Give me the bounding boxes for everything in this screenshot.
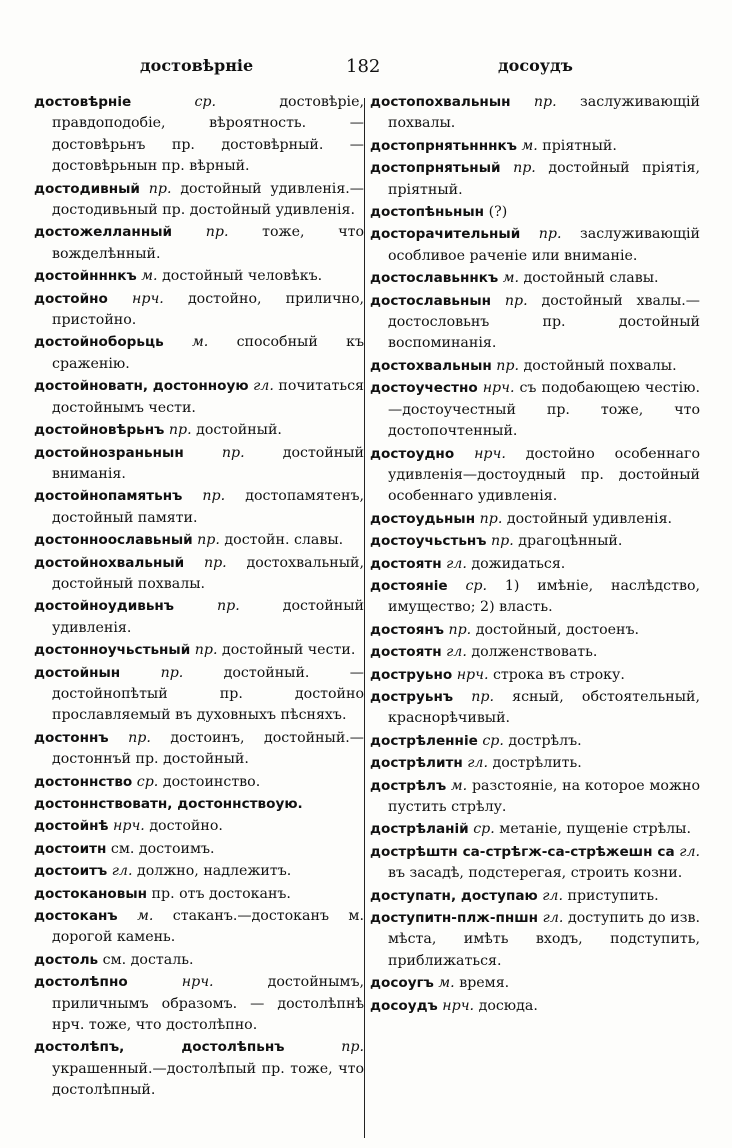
entry-part-of-speech: нрч.	[474, 445, 506, 462]
entry-definition: способный къ сраженію.	[52, 334, 364, 372]
entry-headword: достойноудивьнъ	[34, 598, 175, 615]
entry-part-of-speech: м.	[192, 334, 209, 351]
dictionary-entry	[370, 996, 700, 1017]
dictionary-entry	[370, 509, 700, 530]
entry-headword: достославьннкъ	[370, 270, 499, 287]
dictionary-entry	[370, 620, 700, 641]
entry-part-of-speech: пр.	[479, 510, 503, 527]
entry-part-of-speech: гл.	[253, 378, 274, 395]
entry-definition: 1) имѣніе, наслѣдство, имущество; 2) власть.	[388, 577, 701, 616]
entry-headword: досторачительный	[370, 226, 521, 243]
entry-definition: достойный хвалы.—достословьнъ пр. достойный воспоминанія.	[388, 292, 700, 352]
right-column	[370, 92, 700, 1018]
entry-definition: пріятный.	[542, 137, 617, 154]
dictionary-entry	[34, 420, 364, 441]
entry-headword: доструьнъ	[370, 688, 454, 705]
entry-definition: достойно.	[149, 818, 223, 835]
entry-definition: достойный похвалы.	[523, 357, 677, 374]
entry-part-of-speech: ср.	[194, 94, 217, 110]
entry-definition: стаканъ.—достоканъ м. дорогой камень.	[52, 908, 364, 946]
column-divider	[364, 98, 365, 1138]
entry-part-of-speech: пр.	[533, 94, 557, 110]
entry-headword: достолѣпъ, достолѣпьнъ	[34, 1039, 285, 1056]
entry-definition: разстояніе, на которое можно пустить стрѣлу.	[388, 777, 701, 815]
entry-part-of-speech: гл.	[446, 644, 467, 661]
entry-part-of-speech: нрч.	[482, 380, 515, 397]
dictionary-entry	[370, 776, 700, 819]
dictionary-entry	[34, 794, 364, 815]
entry-headword: дострѣленніе	[370, 732, 478, 749]
entry-headword: доступатн, доступаю	[370, 887, 538, 904]
dictionary-entry	[370, 908, 700, 972]
entry-definition: почитаться достойнымъ чести.	[52, 378, 365, 416]
dictionary-entry	[34, 772, 364, 793]
entry-definition: дострѣлъ.	[508, 732, 582, 749]
dictionary-entry	[34, 640, 364, 661]
entry-definition: см. достоимъ.	[110, 840, 215, 857]
entry-definition: досюда.	[478, 997, 538, 1014]
entry-headword: достоитъ	[34, 863, 108, 880]
dictionary-entry	[370, 842, 700, 885]
dictionary-entry	[34, 839, 364, 860]
entry-headword: достойнозраньнын	[34, 444, 184, 461]
dictionary-entry	[370, 973, 700, 994]
entry-headword: достойнопамятьнъ	[34, 488, 183, 505]
entry-part-of-speech: пр.	[205, 224, 229, 241]
entry-part-of-speech: м.	[502, 270, 520, 287]
entry-part-of-speech: нрч.	[456, 666, 489, 683]
entry-part-of-speech: ср.	[473, 821, 495, 838]
entry-headword: достойно	[34, 290, 108, 307]
dictionary-entry	[34, 179, 364, 222]
entry-headword: достоитн	[34, 840, 107, 857]
dictionary-entry	[34, 906, 364, 949]
entry-headword: достовѣрніе	[34, 94, 132, 110]
dictionary-entry	[34, 486, 364, 529]
entry-headword: достолѣпно	[34, 974, 128, 991]
entry-headword: дострѣлитн	[370, 755, 463, 772]
entry-definition: достоинство.	[162, 773, 261, 790]
entry-headword: достокановын	[34, 885, 148, 902]
entry-headword: достойнннкъ	[34, 268, 137, 285]
entry-definition: строка въ строку.	[492, 666, 625, 683]
running-head-left: достовѣрніе	[140, 56, 254, 75]
entry-definition: достойный человѣкъ.	[162, 268, 323, 285]
entry-definition: метаніе, пущеніе стрѣлы.	[499, 821, 691, 838]
dictionary-entry	[370, 819, 700, 840]
entry-headword: достопрнятьнннкъ	[370, 137, 517, 154]
entry-headword: дострѣланій	[370, 821, 469, 838]
dictionary-entry	[370, 753, 700, 774]
entry-headword: достойнѣ	[34, 818, 109, 835]
entry-headword: достопохвальнын	[370, 94, 511, 110]
dictionary-entry	[34, 266, 364, 287]
entry-part-of-speech: пр.	[491, 533, 514, 550]
dictionary-entry	[370, 136, 700, 157]
entry-part-of-speech: м.	[141, 268, 158, 285]
dictionary-entry	[34, 596, 364, 639]
entry-headword: достойноватн, достонноую	[34, 378, 249, 395]
entry-headword: достойнын	[34, 664, 121, 681]
entry-headword: достоятн	[370, 555, 442, 572]
entry-definition: достойный. — достойнопѣтый пр. достойно прославляемый въ духовныхъ пѣсняхъ.	[52, 664, 364, 724]
running-head-right: досоудъ	[498, 56, 573, 75]
entry-part-of-speech: м.	[137, 908, 154, 925]
entry-definition: заслуживающій похвалы.	[388, 94, 701, 132]
entry-definition: пр. отъ достоканъ.	[151, 885, 291, 902]
entry-part-of-speech: м.	[521, 137, 538, 154]
entry-part-of-speech: пр.	[197, 532, 220, 549]
left-column	[34, 92, 364, 1103]
entry-headword: достожелланный	[34, 224, 173, 241]
entry-part-of-speech: пр.	[448, 621, 472, 638]
dictionary-entry	[370, 268, 700, 289]
entry-headword: досоугъ	[370, 975, 434, 992]
dictionary-entry	[370, 224, 700, 267]
entry-definition: см. досталь.	[102, 951, 194, 968]
dictionary-entry	[34, 443, 364, 486]
entry-headword: достояніе	[370, 577, 448, 594]
dictionary-entry	[370, 886, 700, 907]
entry-part-of-speech: гл.	[446, 555, 467, 572]
dictionary-entry	[370, 665, 700, 686]
entry-headword: достоль	[34, 951, 99, 968]
entry-definition: время.	[459, 975, 510, 992]
entry-definition: ясный, обстоятельный, краснорѣчивый.	[388, 688, 700, 727]
entry-headword: достопрнятьный	[370, 160, 501, 177]
entry-part-of-speech: пр.	[168, 422, 192, 439]
page-number: 182	[346, 56, 381, 77]
dictionary-entry	[34, 728, 364, 771]
entry-definition: дожидаться.	[471, 555, 566, 572]
entry-definition: достоинъ, достойный.— достоннъй пр. достойный.	[52, 729, 364, 768]
entry-headword: достонноославьный	[34, 532, 193, 549]
entry-part-of-speech: пр.	[203, 554, 227, 571]
entry-headword: достопѣньнын	[370, 204, 485, 221]
dictionary-entry	[370, 531, 700, 552]
dictionary-entry	[370, 687, 700, 730]
entry-headword: достойновѣрьнъ	[34, 422, 165, 439]
entry-headword: достоучестно	[370, 380, 478, 397]
dictionary-entry	[34, 950, 364, 971]
entry-definition: достойный удивленія.	[52, 598, 365, 636]
entry-part-of-speech: пр.	[221, 444, 245, 461]
entry-headword: достоудьнын	[370, 510, 476, 527]
entry-definition: достойный славы.	[523, 270, 659, 287]
entry-part-of-speech: ср.	[482, 732, 504, 749]
entry-definition: достопамятенъ, достойный памяти.	[52, 488, 364, 526]
entry-definition: въ засадѣ, подстерегая, строить козни.	[388, 865, 683, 882]
entry-part-of-speech: пр.	[128, 729, 151, 746]
entry-headword: досоудъ	[370, 997, 438, 1014]
entry-definition: достойный, достоенъ.	[475, 621, 639, 638]
entry-definition: драгоцѣнный.	[518, 533, 623, 550]
dictionary-entry	[34, 884, 364, 905]
entry-part-of-speech: нрч.	[442, 997, 475, 1014]
entry-headword: достославьнын	[370, 292, 492, 309]
entry-headword: достоннствоватн, достоннствоую.	[34, 796, 303, 812]
entry-headword: достоятн	[370, 644, 442, 661]
entry-headword: достоннъ	[34, 729, 109, 746]
entry-definition: достовѣріе, правдоподобіе, вѣроятность. — достовѣрьнъ пр. достовѣрный. — достовѣрьнын пр. вѣрный.	[52, 94, 364, 175]
entry-headword: достоучьстьнъ	[370, 533, 487, 550]
entry-definition: должно, надлежитъ.	[136, 863, 292, 880]
entry-headword: достоканъ	[34, 908, 118, 925]
dictionary-entry	[370, 444, 700, 508]
entry-headword: доступитн-плж-пншн	[370, 910, 539, 927]
entry-definition: съ подобающею честію.—достоучестный пр. тоже, что достопочтенный.	[388, 380, 701, 440]
entry-definition: достойный удивленія.—достодивьный пр. достойный удивленія.	[52, 180, 364, 219]
entry-part-of-speech: пр.	[538, 226, 562, 243]
dictionary-entry	[370, 356, 700, 377]
entry-headword: достойноборьць	[34, 334, 164, 351]
entry-definition: достойный удивленія.	[506, 510, 673, 527]
dictionary-entry	[34, 663, 364, 727]
entry-part-of-speech: пр.	[217, 598, 240, 615]
dictionary-entry	[370, 554, 700, 575]
entry-headword: достоннство	[34, 773, 133, 790]
dictionary-entry	[34, 530, 364, 551]
entry-definition: достойный.	[196, 422, 282, 439]
entry-definition: достойн. славы.	[224, 532, 344, 549]
entry-part-of-speech: гл.	[542, 887, 563, 904]
entry-part-of-speech: м.	[450, 777, 468, 794]
entry-definition: достойный чести.	[222, 642, 356, 659]
entry-definition: тоже, что вожделѣнный.	[52, 224, 364, 262]
dictionary-entry	[370, 642, 700, 663]
entry-part-of-speech: пр.	[341, 1039, 364, 1056]
entry-headword: достоудно	[370, 445, 455, 462]
dictionary-entry	[370, 576, 700, 619]
dictionary-entry	[34, 332, 364, 375]
entry-part-of-speech: нрч.	[181, 974, 214, 991]
entry-part-of-speech: ср.	[136, 773, 159, 790]
entry-headword: доструьно	[370, 666, 453, 683]
entry-part-of-speech: нрч.	[132, 290, 164, 307]
dictionary-entry	[34, 553, 364, 596]
entry-part-of-speech: пр.	[504, 292, 528, 309]
entry-part-of-speech: м.	[438, 975, 455, 992]
dictionary-entry	[34, 972, 364, 1036]
entry-part-of-speech: пр.	[160, 664, 184, 681]
entry-headword: достойнохвальный	[34, 554, 185, 571]
entry-headword: достодивный	[34, 180, 140, 197]
dictionary-entry	[370, 92, 700, 135]
entry-definition: приступить.	[567, 887, 659, 904]
entry-definition: заслуживающій особливое раченіе или вниманіе.	[388, 226, 701, 264]
entry-part-of-speech: гл.	[679, 843, 700, 860]
entry-part-of-speech: пр.	[194, 642, 218, 659]
entry-part-of-speech: пр.	[202, 488, 226, 505]
dictionary-entry	[370, 202, 700, 223]
entry-part-of-speech: пр.	[471, 688, 494, 705]
entry-definition: (?)	[488, 204, 508, 221]
entry-part-of-speech: пр.	[148, 180, 172, 197]
entry-definition: достойно особеннаго удивленія—достоудный пр. достойный особеннаго удивленія.	[388, 445, 700, 505]
entry-definition: украшенный.—достолѣпый пр. тоже, что достолѣпный.	[52, 1060, 364, 1099]
entry-headword: достонноучьстьный	[34, 642, 191, 659]
entry-definition: достойнымъ, приличнымъ образомъ. — достолѣпнѣ нрч. тоже, что достолѣпно.	[52, 974, 364, 1034]
entry-definition: доступить до изв. мѣста, имѣть входъ, подступить, приближаться.	[388, 910, 700, 969]
entry-definition: достойный пріятія, пріятный.	[388, 160, 700, 198]
dictionary-entry	[370, 158, 700, 201]
entry-part-of-speech: ср.	[465, 577, 487, 594]
dictionary-entry	[34, 816, 364, 837]
entry-definition: достойно, прилично, пристойно.	[52, 290, 365, 329]
entry-part-of-speech: гл.	[111, 863, 133, 880]
dictionary-entry	[34, 222, 364, 265]
dictionary-entry	[34, 376, 364, 419]
dictionary-entry	[370, 731, 700, 752]
entry-part-of-speech: пр.	[513, 160, 536, 177]
entry-part-of-speech: гл.	[542, 910, 564, 927]
entry-headword: достохвальнын	[370, 357, 492, 374]
entry-part-of-speech: гл.	[467, 755, 488, 772]
dictionary-entry	[34, 1037, 364, 1101]
dictionary-entry	[370, 378, 700, 442]
entry-headword: дострѣлъ	[370, 777, 447, 794]
entry-headword: достоянъ	[370, 621, 444, 638]
page-header	[36, 56, 698, 86]
entry-part-of-speech: нрч.	[113, 818, 145, 835]
dictionary-entry	[370, 291, 700, 355]
entry-definition: дострѣлить.	[492, 755, 582, 772]
dictionary-entry	[34, 861, 364, 882]
entry-part-of-speech: пр.	[496, 357, 520, 374]
entry-definition: достохвальный, достойный похвалы.	[52, 554, 364, 592]
dictionary-entry	[34, 92, 364, 178]
entry-definition: достойный вниманія.	[52, 444, 365, 482]
dictionary-entry	[34, 289, 364, 332]
entry-headword: дострѣштн са-стрѣгж-са-стрѣжешн са	[370, 843, 675, 860]
entry-definition: долженствовать.	[471, 644, 598, 661]
